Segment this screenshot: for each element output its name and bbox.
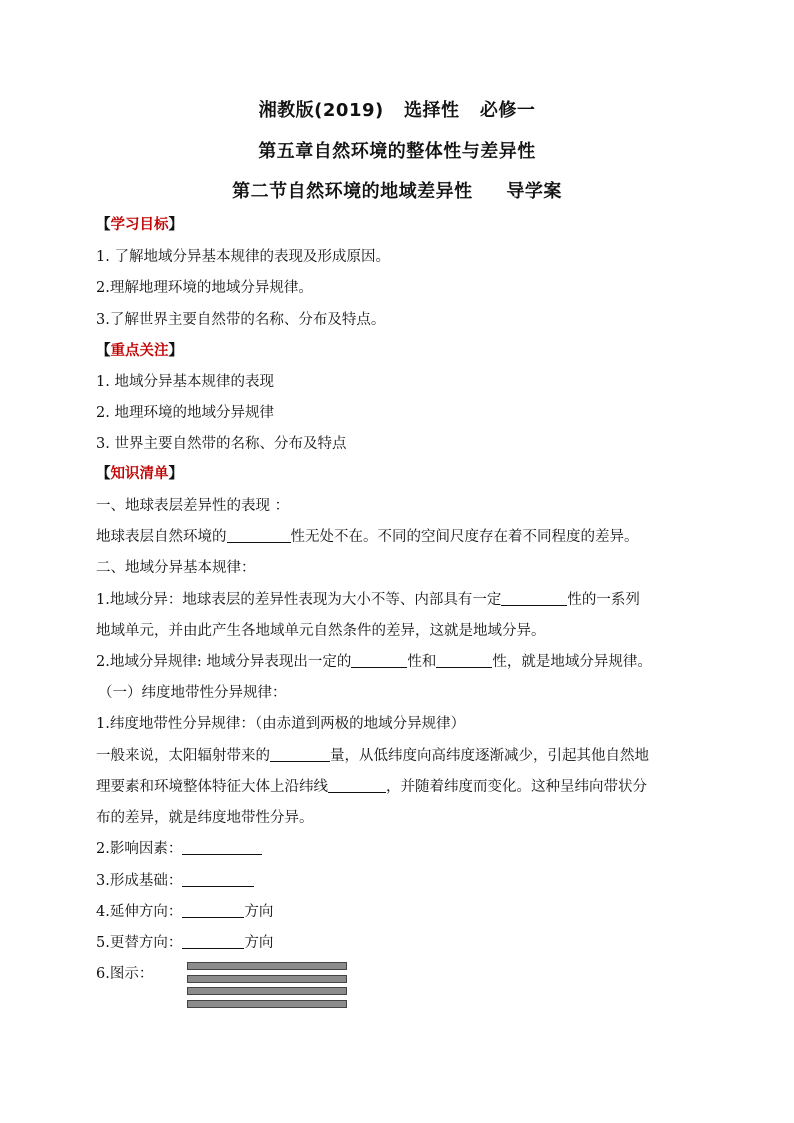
fill-in-blank[interactable]	[351, 653, 407, 668]
knowledge-paragraph: 布的差异，就是纬度地带性分异。	[96, 810, 314, 826]
heading-focus: 【重点关注】	[96, 343, 183, 359]
title-chapter: 第五章自然环境的整体性与差异性	[258, 141, 536, 162]
objective-item: 3.了解世界主要自然带的名称、分布及特点。	[96, 312, 386, 328]
knowledge-paragraph: 1.纬度地带性分异规律：（由赤道到两极的地域分异规律）	[96, 716, 466, 732]
focus-item: 1. 地域分异基本规律的表现	[96, 374, 274, 390]
heading-knowledge-label: 知识清单	[110, 466, 169, 482]
heading-objectives: 【学习目标】	[96, 217, 183, 233]
figure-bar	[187, 962, 347, 970]
fill-item: 4.延伸方向： 方向	[96, 904, 274, 920]
fill-item: 3.形成基础：	[96, 869, 254, 890]
figure-bar	[187, 1000, 347, 1008]
knowledge-heading-2: 二、地域分异基本规律：	[96, 560, 256, 576]
heading-knowledge: 【知识清单】	[96, 466, 183, 482]
heading-objectives-label: 学习目标	[110, 217, 169, 233]
fill-in-blank[interactable]	[227, 528, 291, 543]
knowledge-paragraph: 地域单元，并由此产生各地域单元自然条件的差异，这就是地域分异。	[96, 623, 546, 639]
knowledge-paragraph: 1.地域分异：地球表层的差异性表现为大小不等、内部具有一定 性的一系列	[96, 592, 640, 608]
knowledge-paragraph: 地球表层自然环境的 性无处不在。不同的空间尺度存在着不同程度的差异。	[96, 529, 639, 545]
objective-item: 2.理解地理环境的地域分异规律。	[96, 280, 313, 296]
knowledge-paragraph: 理要素和环境整体特征大体上沿纬线 ，并随着纬度而变化。这种呈纬向带状分	[96, 779, 647, 795]
fill-in-blank[interactable]	[182, 840, 262, 855]
title-textbook: 湘教版(2019) 选择性 必修一	[258, 100, 536, 121]
fill-in-blank[interactable]	[501, 591, 567, 606]
knowledge-heading-3: （一）纬度地带性分异规律：	[98, 685, 287, 701]
objective-item: 1. 了解地域分异基本规律的表现及形成原因。	[96, 249, 390, 265]
figure-bar	[187, 975, 347, 983]
figure-bar	[187, 987, 347, 995]
fill-in-blank[interactable]	[182, 903, 244, 918]
fill-item: 2.影响因素：	[96, 837, 262, 858]
fill-in-blank[interactable]	[328, 778, 386, 793]
knowledge-heading-1: 一、地球表层差异性的表现 ：	[96, 498, 290, 514]
title-section: 第二节自然环境的地域差异性 导学案	[232, 181, 562, 202]
fill-in-blank[interactable]	[436, 653, 492, 668]
fill-in-blank[interactable]	[182, 872, 254, 887]
figure-label: 6.图示：	[96, 966, 154, 982]
focus-item: 2. 地理环境的地域分异规律	[96, 405, 274, 421]
fill-in-blank[interactable]	[182, 934, 244, 949]
focus-item: 3. 世界主要自然带的名称、分布及特点	[96, 436, 347, 452]
fill-item: 5.更替方向： 方向	[96, 935, 274, 951]
latitudinal-zones-figure	[187, 962, 347, 1012]
fill-in-blank[interactable]	[270, 747, 330, 762]
heading-focus-label: 重点关注	[110, 343, 169, 359]
knowledge-paragraph: 2.地域分异规律: 地域分异表现出一定的 性和 性，就是地域分异规律。	[96, 654, 652, 670]
knowledge-paragraph: 一般来说，太阳辐射带来的 量，从低纬度向高纬度逐渐减少，引起其他自然地	[96, 748, 649, 764]
